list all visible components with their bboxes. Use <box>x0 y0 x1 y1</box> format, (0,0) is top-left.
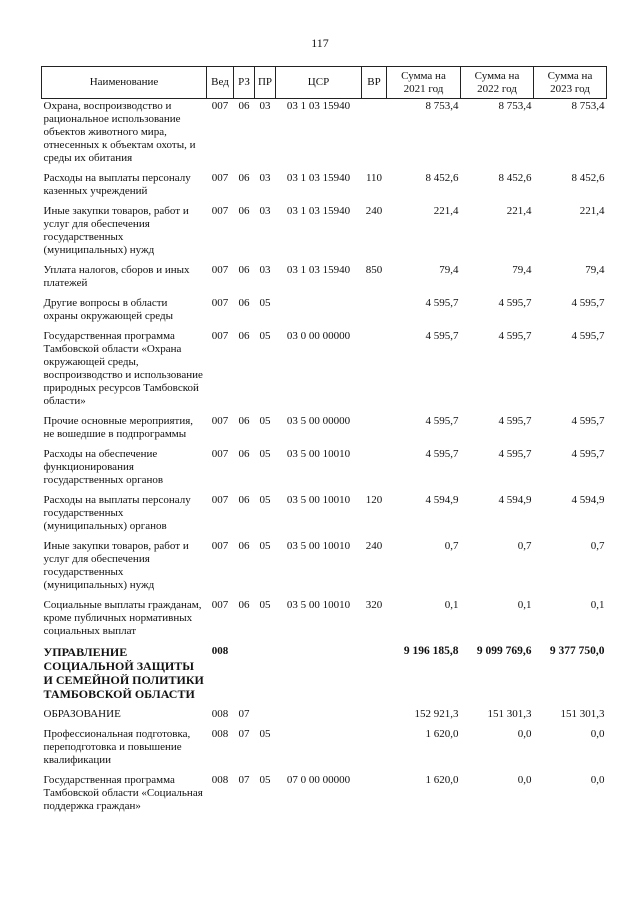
row-csr <box>276 707 362 727</box>
row-sum-2022: 4 594,9 <box>498 494 532 506</box>
row-rz: 06 <box>238 448 250 460</box>
row-sum-2023: 79,4 <box>585 264 605 276</box>
row-sum-2022: 4 595,7 <box>498 297 532 309</box>
row-sum-2022: 151 301,3 <box>487 708 532 720</box>
row-rz: 06 <box>238 415 250 427</box>
header-name: Наименование <box>42 67 207 99</box>
header-sum-2022: Сумма на 2022 год <box>461 67 534 99</box>
row-pr: 05 <box>259 448 271 460</box>
row-name: Профессиональная подготовка, переподготовка и повышение квалификации <box>43 728 191 766</box>
header-pr: ПР <box>255 67 276 99</box>
row-rz: 06 <box>238 297 250 309</box>
table-row <box>42 99 607 172</box>
row-rz <box>234 644 255 707</box>
row-sum-2022: 9 099 769,6 <box>476 645 532 657</box>
row-rz: 06 <box>238 205 250 217</box>
row-csr <box>276 644 362 707</box>
row-pr <box>255 707 276 727</box>
row-sum-2022: 8 452,6 <box>498 172 532 184</box>
row-rz: 06 <box>238 100 250 112</box>
row-name: Уплата налогов, сборов и иных платежей <box>43 264 190 289</box>
row-name: УПРАВЛЕНИЕ СОЦИАЛЬНОЙ ЗАЩИТЫ И СЕМЕЙНОЙ ПОЛИТИКИ ТАМБОВСКОЙ ОБЛАСТИ <box>43 645 204 701</box>
row-vr <box>362 447 387 493</box>
row-ved: 008 <box>211 708 229 720</box>
row-vr <box>362 644 387 707</box>
row-pr: 05 <box>259 330 271 342</box>
table-row <box>42 727 607 773</box>
row-csr: 03 5 00 10010 <box>286 448 351 460</box>
row-sum-2023: 4 595,7 <box>571 297 605 309</box>
table-row <box>42 493 607 539</box>
table-header-row <box>42 67 607 99</box>
row-pr: 05 <box>259 540 271 552</box>
table-row <box>42 171 607 204</box>
row-name: Социальные выплаты гражданам, кроме публичных нормативных социальных выплат <box>43 599 202 637</box>
row-sum-2023: 9 377 750,0 <box>549 645 605 657</box>
row-ved: 007 <box>211 540 229 552</box>
row-ved: 007 <box>211 297 229 309</box>
row-sum-2021: 4 595,7 <box>425 330 459 342</box>
row-name: ОБРАЗОВАНИЕ <box>43 708 121 720</box>
row-sum-2021: 9 196 185,8 <box>403 645 459 657</box>
row-sum-2023: 221,4 <box>579 205 605 217</box>
row-sum-2023: 4 594,9 <box>571 494 605 506</box>
table-row <box>42 447 607 493</box>
row-sum-2022: 79,4 <box>512 264 532 276</box>
row-sum-2022: 0,7 <box>517 540 532 552</box>
row-csr: 03 5 00 10010 <box>286 540 351 552</box>
row-sum-2021: 221,4 <box>433 205 459 217</box>
row-sum-2021: 1 620,0 <box>425 728 459 740</box>
row-vr: 110 <box>365 172 383 184</box>
row-vr <box>362 296 387 329</box>
row-pr: 05 <box>259 494 271 506</box>
row-sum-2023: 0,1 <box>590 599 605 611</box>
row-csr: 03 1 03 15940 <box>286 100 351 112</box>
row-pr: 05 <box>259 599 271 611</box>
row-pr: 05 <box>259 774 271 786</box>
row-vr: 120 <box>365 494 383 506</box>
row-ved: 008 <box>211 774 229 786</box>
row-rz: 07 <box>238 728 250 740</box>
row-sum-2023: 4 595,7 <box>571 415 605 427</box>
row-csr: 07 0 00 00000 <box>286 774 351 786</box>
row-name: Другие вопросы в области охраны окружающей среды <box>43 297 173 322</box>
row-rz: 06 <box>238 494 250 506</box>
row-sum-2022: 0,1 <box>517 599 532 611</box>
row-sum-2023: 4 595,7 <box>571 330 605 342</box>
table-row <box>42 263 607 296</box>
row-ved: 007 <box>211 172 229 184</box>
row-vr: 240 <box>365 205 383 217</box>
row-csr: 03 1 03 15940 <box>286 172 351 184</box>
budget-table <box>41 66 607 819</box>
table-row <box>42 414 607 447</box>
row-sum-2021: 152 921,3 <box>414 708 459 720</box>
row-rz: 07 <box>238 708 250 720</box>
row-sum-2022: 0,0 <box>517 774 532 786</box>
row-sum-2021: 0,7 <box>444 540 459 552</box>
row-sum-2021: 4 594,9 <box>425 494 459 506</box>
row-pr: 05 <box>259 728 271 740</box>
row-name: Расходы на выплаты персоналу казенных учреждений <box>43 172 191 197</box>
row-csr: 03 5 00 10010 <box>286 599 351 611</box>
row-csr: 03 5 00 10010 <box>286 494 351 506</box>
row-sum-2021: 4 595,7 <box>425 415 459 427</box>
row-sum-2021: 8 452,6 <box>425 172 459 184</box>
row-sum-2023: 0,0 <box>590 728 605 740</box>
row-csr: 03 1 03 15940 <box>286 264 351 276</box>
row-name: Иные закупки товаров, работ и услуг для обеспечения государственных (муниципальных) нужд <box>43 540 189 591</box>
row-sum-2022: 4 595,7 <box>498 330 532 342</box>
row-sum-2021: 79,4 <box>439 264 459 276</box>
header-csr: ЦСР <box>276 67 362 99</box>
row-sum-2023: 151 301,3 <box>560 708 605 720</box>
row-sum-2023: 8 753,4 <box>571 100 605 112</box>
row-vr <box>362 727 387 773</box>
header-vr: ВР <box>362 67 387 99</box>
row-pr: 03 <box>259 205 271 217</box>
row-sum-2021: 4 595,7 <box>425 448 459 460</box>
row-sum-2023: 0,7 <box>590 540 605 552</box>
row-sum-2021: 0,1 <box>444 599 459 611</box>
row-vr <box>362 773 387 819</box>
row-pr <box>255 644 276 707</box>
row-ved: 007 <box>211 494 229 506</box>
header-sum-2023: Сумма на 2023 год <box>534 67 607 99</box>
row-vr <box>362 329 387 414</box>
row-name: Государственная программа Тамбовской области «Охрана окружающей среды, воспроизводство и использование природных ресурсов Тамбовской области» <box>43 330 203 407</box>
row-ved: 008 <box>211 645 229 657</box>
row-name: Прочие основные мероприятия, не вошедшие в подпрограммы <box>43 415 194 440</box>
table-row <box>42 707 607 727</box>
row-ved: 007 <box>211 599 229 611</box>
page-number: 117 <box>311 36 329 50</box>
row-pr: 03 <box>259 100 271 112</box>
row-vr <box>362 99 387 172</box>
row-name: Охрана, воспроизводство и рациональное использование объектов животного мира, отнесенных к объектам охоты, и среды их обитания <box>43 100 196 164</box>
header-rz: РЗ <box>234 67 255 99</box>
row-name: Иные закупки товаров, работ и услуг для обеспечения государственных (муниципальных) нужд <box>43 205 189 256</box>
row-rz: 06 <box>238 599 250 611</box>
row-csr: 03 0 00 00000 <box>286 330 351 342</box>
row-ved: 007 <box>211 415 229 427</box>
row-csr: 03 1 03 15940 <box>286 205 351 217</box>
row-sum-2022: 0,0 <box>517 728 532 740</box>
row-sum-2022: 4 595,7 <box>498 415 532 427</box>
row-csr <box>276 727 362 773</box>
row-sum-2022: 8 753,4 <box>498 100 532 112</box>
row-pr: 05 <box>259 415 271 427</box>
row-rz: 06 <box>238 540 250 552</box>
row-ved: 008 <box>211 728 229 740</box>
row-pr: 05 <box>259 297 271 309</box>
row-rz: 07 <box>238 774 250 786</box>
row-ved: 007 <box>211 100 229 112</box>
row-sum-2022: 221,4 <box>506 205 532 217</box>
row-rz: 06 <box>238 264 250 276</box>
row-sum-2023: 8 452,6 <box>571 172 605 184</box>
row-rz: 06 <box>238 172 250 184</box>
table-row <box>42 296 607 329</box>
table-row <box>42 539 607 598</box>
row-ved: 007 <box>211 205 229 217</box>
row-sum-2021: 8 753,4 <box>425 100 459 112</box>
row-csr: 03 5 00 00000 <box>286 415 351 427</box>
row-vr: 850 <box>365 264 383 276</box>
table-row <box>42 329 607 414</box>
row-vr <box>362 414 387 447</box>
row-name: Расходы на обеспечение функционирования государственных органов <box>43 448 164 486</box>
table-row <box>42 204 607 263</box>
table-row <box>42 598 607 644</box>
table-row <box>42 644 607 707</box>
row-vr: 240 <box>365 540 383 552</box>
row-sum-2023: 0,0 <box>590 774 605 786</box>
row-sum-2023: 4 595,7 <box>571 448 605 460</box>
row-csr <box>276 296 362 329</box>
table-row <box>42 773 607 819</box>
row-ved: 007 <box>211 330 229 342</box>
header-sum-2021: Сумма на 2021 год <box>387 67 461 99</box>
row-ved: 007 <box>211 264 229 276</box>
row-name: Расходы на выплаты персоналу государственных (муниципальных) органов <box>43 494 191 532</box>
row-vr: 320 <box>365 599 383 611</box>
row-rz: 06 <box>238 330 250 342</box>
header-ved: Вед <box>207 67 234 99</box>
row-sum-2021: 4 595,7 <box>425 297 459 309</box>
row-sum-2022: 4 595,7 <box>498 448 532 460</box>
row-name: Государственная программа Тамбовской области «Социальная поддержка граждан» <box>43 774 203 812</box>
row-pr: 03 <box>259 264 271 276</box>
row-ved: 007 <box>211 448 229 460</box>
row-pr: 03 <box>259 172 271 184</box>
row-vr <box>362 707 387 727</box>
row-sum-2021: 1 620,0 <box>425 774 459 786</box>
